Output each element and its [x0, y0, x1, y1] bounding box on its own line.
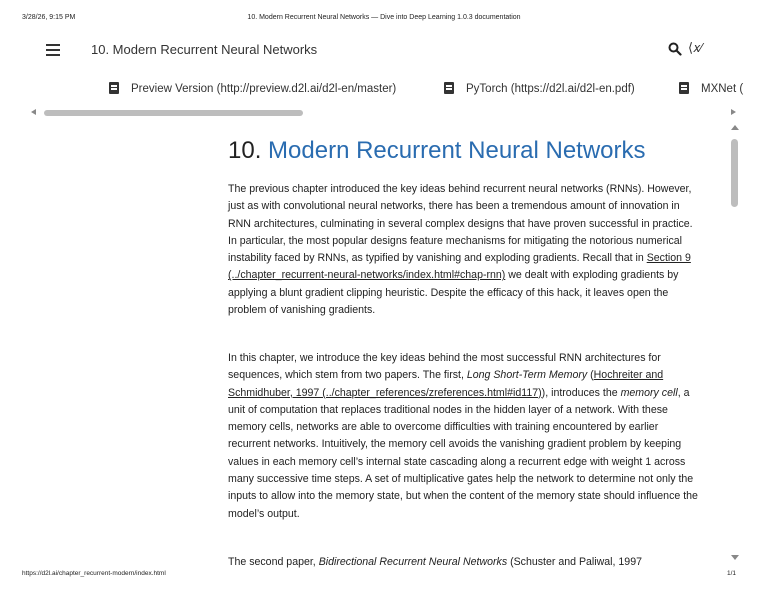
paragraph-text: ( [587, 369, 594, 382]
scroll-up-arrow-icon[interactable] [731, 125, 739, 130]
article-title-number: 10. [228, 137, 262, 164]
bidirectional-paragraph [228, 554, 698, 568]
hochreiter-reference-link[interactable]: Hochreiter and Schmidhuber, 1997 (../chapter_references/zreferences.html#id117) [228, 369, 664, 399]
print-page-number: 1/1 [726, 570, 736, 577]
book-icon [109, 82, 119, 94]
lstm-paper-title: Long Short-Term Memory [466, 369, 588, 382]
pytorch-pdf-link[interactable] [444, 82, 635, 95]
search-icon[interactable] [668, 42, 682, 56]
mxnet-pdf-label: MXNet ( [701, 83, 744, 95]
paragraph-text: , a unit of computation that replaces traditional nodes in the hidden layer of a network. With these memory cells, networks are able to overcome difficulties with training encountered by earlier recurrent networks. Intuitively, the memory cell avoids the vanishing gradient problem by keeping values in each memory cell’s internal state cascading along a recurrent edge with weight 1 across many successive time steps. A set of multiplicative gates help the network to determine not only the inputs to allow into the memory state, but when the content of the memory state should influence the model’s output. [228, 386, 698, 520]
scroll-down-arrow-icon[interactable] [731, 555, 739, 560]
preview-version-link[interactable] [109, 82, 396, 95]
scroll-left-arrow-icon[interactable] [31, 109, 36, 115]
horizontal-scrollbar-thumb[interactable] [44, 110, 303, 116]
pytorch-pdf-label: PyTorch (https://d2l.ai/d2l-en.pdf) [466, 83, 635, 95]
section-9-link[interactable]: Section 9 (../chapter_recurrent-neural-networks/index.html#chap-rnn) [228, 252, 691, 282]
print-date: 3/28/26, 9:15 PM [22, 14, 76, 21]
page-heading: 10. Modern Recurrent Neural Networks [91, 42, 318, 57]
mxnet-pdf-link[interactable] [679, 82, 743, 95]
paragraph-text: (Schuster and Paliwal, 1997 [507, 556, 642, 568]
menu-icon[interactable] [46, 44, 60, 56]
github-icon[interactable]: ⟨𝑥⁄ [688, 40, 703, 55]
article-title-text: Modern Recurrent Neural Networks [268, 137, 646, 164]
paragraph-text: In this chapter, we introduce the key ideas behind the most successful RNN architectures for sequences, which stem from two papers. The first, [228, 352, 661, 382]
preview-version-label: Preview Version (http://preview.d2l.ai/d2l-en/master) [131, 83, 397, 95]
print-title: 10. Modern Recurrent Neural Networks — Dive into Deep Learning 1.0.3 documentation [247, 14, 521, 21]
paragraph-text: we dealt with exploding gradients by applying a blunt gradient clipping heuristic. Despite the efficacy of this hack, it leaves open the problem of vanishing gradients. [228, 269, 679, 317]
paragraph-text: ), introduces the [541, 386, 621, 399]
paragraph-text: The second paper, [228, 556, 319, 568]
print-url: https://d2l.ai/chapter_recurrent-modern/index.html [22, 570, 166, 577]
vertical-scrollbar-thumb[interactable] [731, 139, 738, 207]
pdf-icon [444, 82, 454, 94]
scroll-right-arrow-icon[interactable] [731, 109, 736, 115]
article-title [228, 137, 646, 165]
intro-paragraph [228, 181, 698, 319]
paragraph-text: The previous chapter introduced the key ideas behind recurrent neural networks (RNNs). However, just as with convolutional neural networks, there has been a tremendous amount of innovation in RNN architectures, culminating in several complex designs that have proven successful in practice. In particular, the most popular designs feature mechanisms for mitigating the notorious numerical instability faced by RNNs, as typified by vanishing and exploding gradients. Recall that in [228, 183, 693, 265]
bidirectional-paper-title: Bidirectional Recurrent Neural Networks [318, 556, 508, 568]
lstm-paragraph [228, 350, 698, 523]
memory-cell-term: memory cell [620, 386, 678, 399]
pdf-icon [679, 82, 689, 94]
